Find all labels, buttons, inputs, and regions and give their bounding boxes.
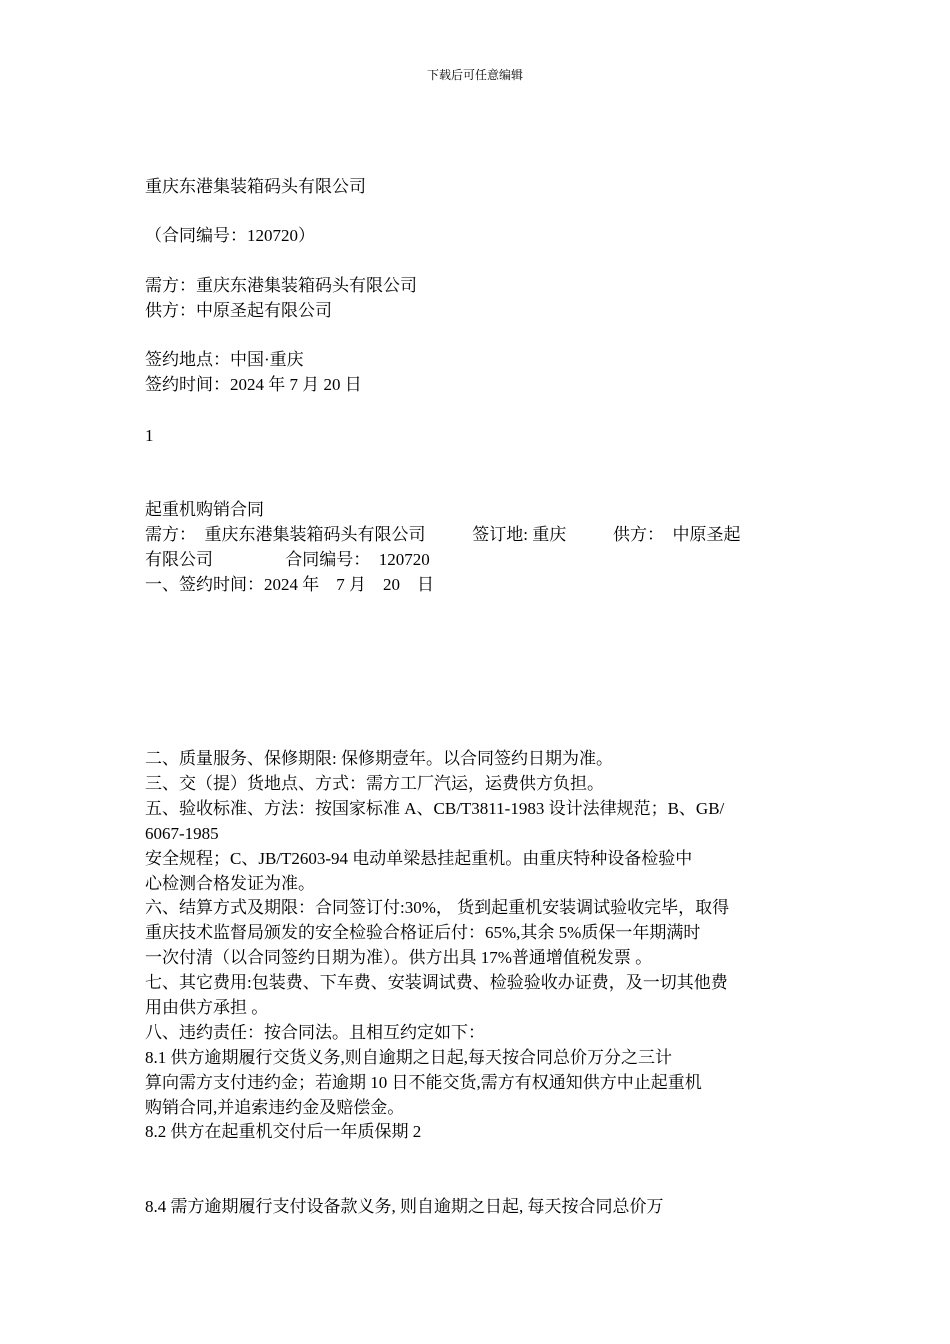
parties-line-1: 需方： 重庆东港集装箱码头有限公司 签订地: 重庆 供方： 中原圣起 <box>145 525 741 544</box>
buyer-line: 需方：重庆东港集装箱码头有限公司 <box>145 276 417 295</box>
signing-place: 签约地点：中国·重庆 <box>145 350 304 369</box>
clause-5-line-2: 6067-1985 <box>145 824 219 843</box>
clause-6-line-1: 六、结算方式及期限：合同签订付:30%， 货到起重机安装调试验收完毕，取得 <box>145 898 730 917</box>
clause-8-1-line-2: 算向需方支付违约金；若逾期 10 日不能交货,需方有权通知供方中止起重机 <box>145 1073 702 1092</box>
clause-6-line-3: 一次付清（以合同签约日期为准）。供方出具 17%普通增值税发票 。 <box>145 948 653 967</box>
page-number: 1 <box>145 426 154 445</box>
page-header: 下载后可任意编辑 <box>426 68 523 82</box>
contract-title: 起重机购销合同 <box>145 500 264 519</box>
clause-1: 一、签约时间：2024 年 7 月 20 日 <box>145 575 434 594</box>
clause-8-1-line-1: 8.1 供方逾期履行交货义务,则自逾期之日起,每天按合同总价万分之三计 <box>145 1048 672 1067</box>
company-name: 重庆东港集装箱码头有限公司 <box>145 177 366 196</box>
clause-6-line-2: 重庆技术监督局颁发的安全检验合格证后付：65%,其余 5%质保一年期满时 <box>145 923 701 942</box>
clause-8-2: 8.2 供方在起重机交付后一年质保期 2 <box>145 1122 422 1141</box>
contract-number: （合同编号：120720） <box>145 226 315 245</box>
parties-line-2: 有限公司 合同编号： 120720 <box>145 550 430 569</box>
signing-date: 签约时间：2024 年 7 月 20 日 <box>145 375 362 394</box>
clause-8: 八、违约责任：按合同法。且相互约定如下： <box>145 1023 485 1042</box>
clause-2: 二、质量服务、保修期限: 保修期壹年。以合同签约日期为准。 <box>145 749 613 768</box>
clause-7-line-1: 七、其它费用:包装费、下车费、安装调试费、检验验收办证费，及一切其他费 <box>145 973 728 992</box>
clause-7-line-2: 用由供方承担 。 <box>145 998 269 1017</box>
clause-5-line-1: 五、验收标准、方法：按国家标准 A、CB/T3811-1983 设计法律规范；B、GB/ <box>145 799 725 818</box>
clause-8-4: 8.4 需方逾期履行支付设备款义务, 则自逾期之日起, 每天按合同总价万 <box>145 1197 664 1216</box>
clause-5-line-3: 安全规程；C、JB/T2603-94 电动单梁悬挂起重机。由重庆特种设备检验中 <box>145 849 693 868</box>
clause-5-line-4: 心检测合格发证为准。 <box>145 874 315 893</box>
clause-8-1-line-3: 购销合同,并追索违约金及赔偿金。 <box>145 1098 405 1117</box>
clause-3: 三、交（提）货地点、方式：需方工厂汽运，运费供方负担。 <box>145 774 604 793</box>
seller-line: 供方：中原圣起有限公司 <box>145 301 332 320</box>
